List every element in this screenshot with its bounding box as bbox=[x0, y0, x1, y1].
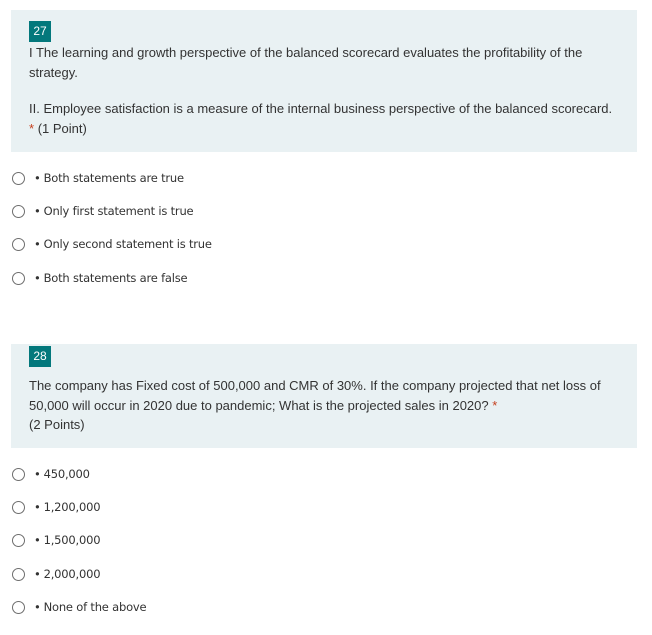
required-mark: * bbox=[29, 120, 35, 136]
option-2000000[interactable] bbox=[12, 564, 100, 584]
radio-button[interactable] bbox=[12, 601, 25, 614]
radio-button[interactable] bbox=[12, 534, 25, 547]
radio-button[interactable] bbox=[12, 501, 25, 514]
question-statement-1: I The learning and growth perspective of the balanced scorecard evaluates the profitability of the strategy. bbox=[29, 45, 583, 80]
question-header bbox=[11, 10, 637, 152]
bullet-icon: • bbox=[34, 567, 41, 581]
question-statement-2: II. Employee satisfaction is a measure of the internal business perspective of the balanced scorecard. * (1 Point) bbox=[29, 101, 613, 136]
radio-button[interactable] bbox=[12, 238, 25, 251]
question-points: (2 Points) bbox=[29, 417, 85, 432]
bullet-icon: • bbox=[34, 600, 41, 614]
radio-button[interactable] bbox=[12, 172, 25, 185]
option-label: • Only first statement is true bbox=[34, 204, 194, 218]
option-label: • 1,500,000 bbox=[34, 533, 101, 547]
radio-button[interactable] bbox=[12, 272, 25, 285]
option-label: • 2,000,000 bbox=[34, 567, 101, 581]
question-number-badge: 27 bbox=[29, 21, 51, 42]
question-number-badge: 28 bbox=[29, 346, 51, 367]
option-only-second-true[interactable] bbox=[12, 234, 212, 254]
question-text bbox=[29, 43, 619, 138]
option-1200000[interactable] bbox=[12, 497, 100, 517]
option-both-true[interactable] bbox=[12, 168, 184, 188]
bullet-icon: • bbox=[34, 533, 41, 547]
bullet-icon: • bbox=[34, 467, 41, 481]
bullet-icon: • bbox=[34, 237, 41, 251]
option-label: • None of the above bbox=[34, 600, 147, 614]
option-label: • 450,000 bbox=[34, 467, 90, 481]
question-text bbox=[29, 376, 619, 435]
option-label: • Both statements are true bbox=[34, 171, 184, 185]
option-both-false[interactable] bbox=[12, 268, 187, 288]
option-label: • Only second statement is true bbox=[34, 237, 212, 251]
radio-button[interactable] bbox=[12, 205, 25, 218]
option-450000[interactable] bbox=[12, 464, 90, 484]
bullet-icon: • bbox=[34, 500, 41, 514]
radio-button[interactable] bbox=[12, 468, 25, 481]
bullet-icon: • bbox=[34, 204, 41, 218]
option-none-of-the-above[interactable] bbox=[12, 597, 146, 617]
required-mark: * bbox=[492, 397, 498, 413]
question-statement: The company has Fixed cost of 500,000 and CMR of 30%. If the company projected that net loss of 50,000 will occur in 2020 due to pandemic; What is the projected sales in 2020? * (2 Points) bbox=[29, 378, 601, 432]
bullet-icon: • bbox=[34, 171, 41, 185]
option-label: • Both statements are false bbox=[34, 271, 188, 285]
question-points: (1 Point) bbox=[37, 120, 87, 136]
bullet-icon: • bbox=[34, 271, 41, 285]
option-label: • 1,200,000 bbox=[34, 500, 101, 514]
question-header bbox=[11, 344, 637, 448]
radio-button[interactable] bbox=[12, 568, 25, 581]
option-only-first-true[interactable] bbox=[12, 201, 193, 221]
option-1500000[interactable] bbox=[12, 530, 100, 550]
